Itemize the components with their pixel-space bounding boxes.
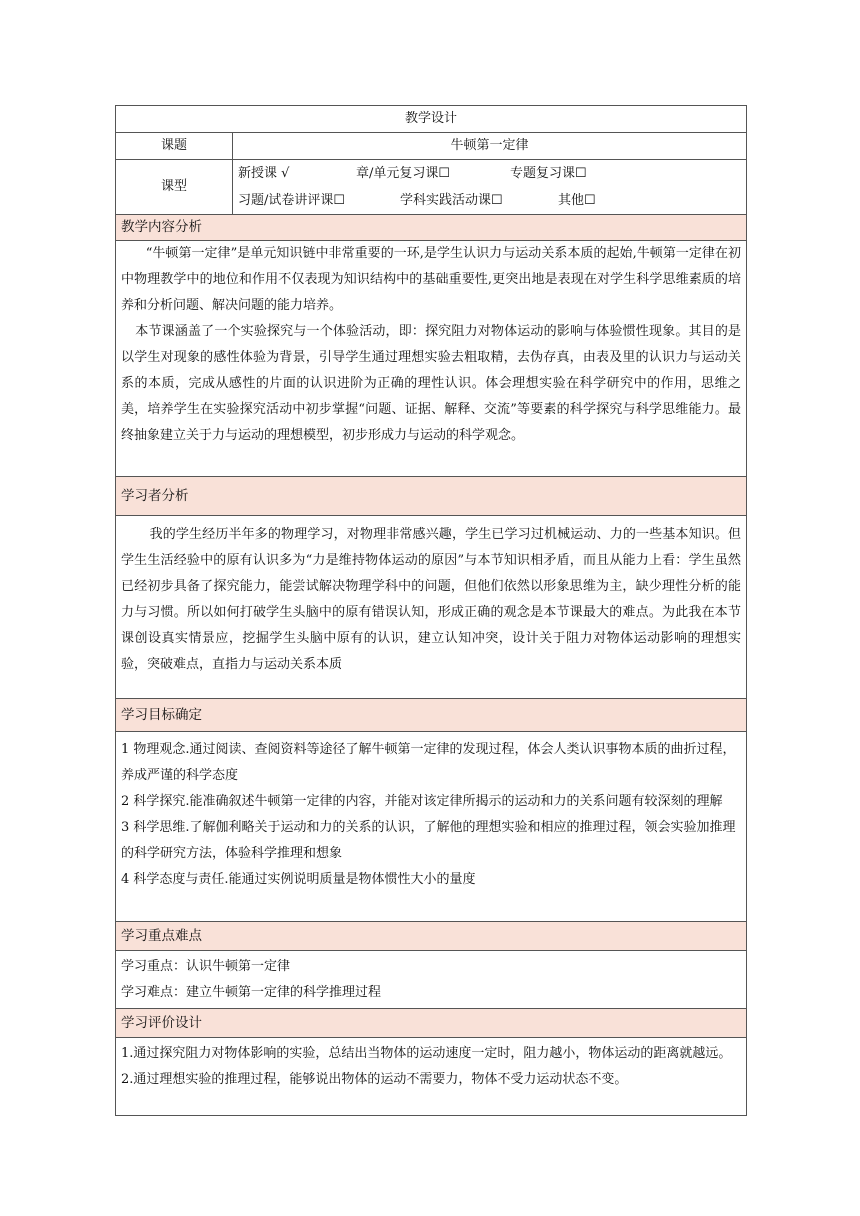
key-point-text: 学习重点：认识牛顿第一定律 [121, 959, 291, 974]
option-topic-review: 专题复习课☐ [510, 166, 587, 181]
objectives-title: 学习目标确定 [116, 699, 747, 732]
option-exercise-review: 习题/试卷讲评课☐ [238, 193, 346, 208]
evaluation-title: 学习评价设计 [116, 1009, 747, 1038]
option-practice-activity: 学科实践活动课☐ [400, 193, 503, 208]
learner-analysis-paragraph: 我的学生经历半年多的物理学习，对物理非常感兴趣，学生已学习过机械运动、力的一些基本知识。但学生生活经验中的原有认识多为“力是维持物体运动的原因”与本节知识相矛盾，而且从能力上看：学生虽然已经初步具备了探究能力，能尝试解决物理学科中的问题，但他们依然以形象思维为主，缺少理性分析的能力与习惯。所以如何打破学生头脑中的原有错误认知，形成正确的观念是本节课最大的难点。为此我在本节课创设真实情景应，挖掘学生头脑中原有的认识，建立认知冲突，设计关于阻力对物体运动影响的理想实验，突破难点，直指力与运动关系本质 [121, 527, 742, 672]
evaluation-item-1: 1.通过探究阻力对物体影响的实验，总结出当物体的运动速度一定时，阻力越小，物体运动的距离就越远。 [121, 1046, 732, 1061]
key-points-header-row [116, 922, 747, 951]
lesson-plan-table [115, 105, 747, 1116]
content-analysis-paragraph-2: 本节课涵盖了一个实验探究与一个体验活动，即：探究阻力对物体运动的影响与体验惯性现象。其目的是以学生对现象的感性体验为背景，引导学生通过理想实验去粗取精，去伪存真，由表及里的认识力与运动关系的本质，完成从感性的片面的认识进阶为正确的理性认识。体会理想实验在科学研究中的作用，思维之美，培养学生在实验探究活动中初步掌握“问题、证据、解释、交流”等要素的科学探究与科学思维能力。最终抽象建立关于力与运动的理想模型，初步形成力与运动的科学观念。 [121, 324, 742, 443]
content-analysis-paragraph-1: “牛顿第一定律”是单元知识链中非常重要的一环,是学生认识力与运动关系本质的起始,牛顿第一定律在初中物理教学中的地位和作用不仅表现为知识结构中的基础重要性,更突出地是表现在对学生科学思维素质的培养和分析问题、解决问题的能力培养。 [121, 246, 742, 313]
table-title: 教学设计 [116, 106, 747, 133]
key-points-body [116, 951, 747, 1009]
evaluation-body-row [116, 1038, 747, 1116]
objective-item-2: 2 科学探究.能准确叙述牛顿第一定律的内容，并能对该定律所揭示的运动和力的关系问题有较深刻的理解 [121, 794, 723, 809]
content-analysis-body [116, 241, 747, 477]
difficulty-text: 学习难点：建立牛顿第一定律的科学推理过程 [121, 985, 382, 1000]
topic-row [116, 133, 747, 160]
course-type-options [233, 160, 747, 215]
objective-item-3: 3 科学思维.了解伽利略关于运动和力的关系的认识，了解他的理想实验和相应的推理过程，领会实验加推理的科学研究方法，体验科学推理和想象 [121, 820, 736, 861]
course-type-line-2 [238, 187, 741, 214]
option-chapter-review: 章/单元复习课☐ [356, 166, 451, 181]
content-analysis-header-row [116, 215, 747, 241]
content-analysis-body-row [116, 241, 747, 477]
topic-value: 牛顿第一定律 [233, 133, 747, 160]
lesson-plan-sheet [115, 105, 746, 1116]
objectives-body-row [116, 732, 747, 922]
topic-label: 课题 [116, 133, 233, 160]
objective-item-1: 1 物理观念.通过阅读、查阅资料等途径了解牛顿第一定律的发现过程，体会人类认识事物本质的曲折过程，养成严谨的科学态度 [121, 742, 736, 783]
key-points-title: 学习重点难点 [116, 922, 747, 951]
course-type-label: 课型 [116, 160, 233, 215]
course-type-row [116, 160, 747, 215]
option-new-lesson: 新授课 √ [238, 166, 290, 181]
evaluation-item-2: 2.通过理想实验的推理过程，能够说出物体的运动不需要力，物体不受力运动状态不变。 [121, 1072, 628, 1087]
objectives-header-row [116, 699, 747, 732]
learner-analysis-title: 学习者分析 [116, 477, 747, 516]
learner-analysis-body-row [116, 516, 747, 699]
learner-analysis-header-row [116, 477, 747, 516]
evaluation-body [116, 1038, 747, 1116]
learner-analysis-body [116, 516, 747, 699]
key-points-body-row [116, 951, 747, 1009]
content-analysis-title: 教学内容分析 [116, 215, 747, 241]
option-other: 其他☐ [558, 193, 596, 208]
header-row [116, 106, 747, 133]
course-type-line-1 [238, 160, 741, 187]
objectives-body [116, 732, 747, 922]
objective-item-4: 4 科学态度与责任.能通过实例说明质量是物体惯性大小的量度 [121, 872, 476, 887]
evaluation-header-row [116, 1009, 747, 1038]
